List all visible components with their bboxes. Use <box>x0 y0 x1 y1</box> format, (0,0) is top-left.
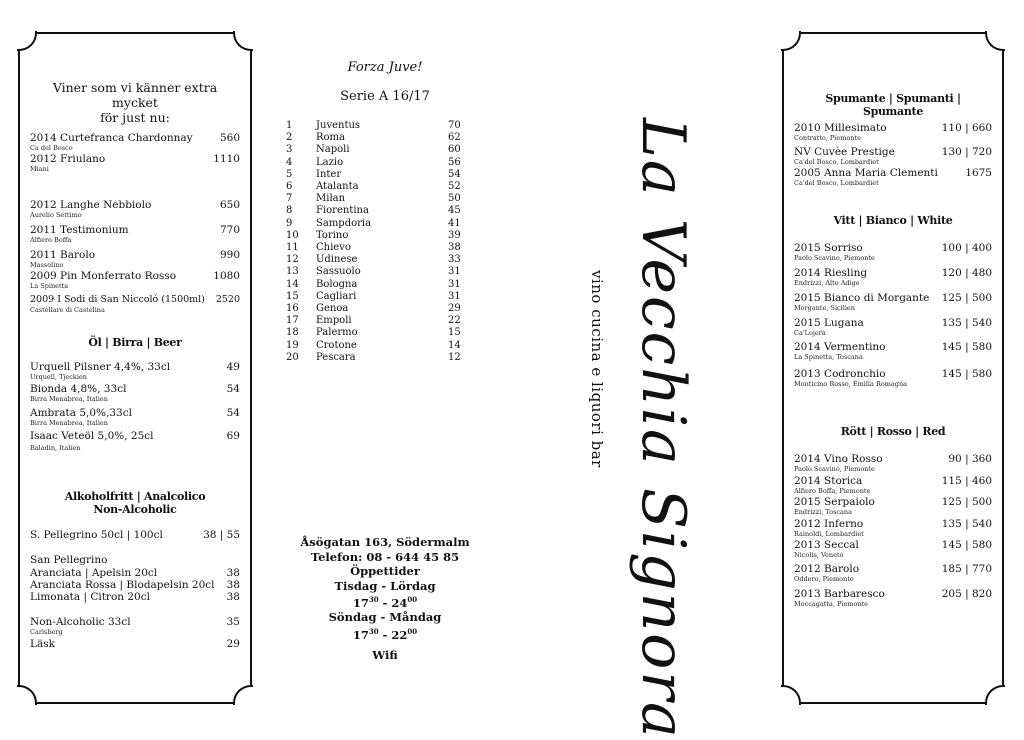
standings-pos: 2 <box>286 132 293 144</box>
wine-item: 2012 Inferno 135 | 540 Rainoldi, Lombardiet <box>794 518 992 538</box>
standings-team: Juventus <box>316 120 361 131</box>
wine-item: 2014 Curtefranca Chardonnay 560 Ca del Bosco <box>30 132 240 152</box>
standings-team: Palermo <box>316 327 358 339</box>
standings-row <box>286 193 461 205</box>
standings-pos: 6 <box>286 181 293 193</box>
standings-pts: 33 <box>448 254 461 266</box>
drink-item: Aranciata | Apelsin 20cl 38 <box>30 567 240 579</box>
serie-heading: Serie A 16/17 <box>340 89 430 104</box>
beer-item: Isaac Veteöl 5,0%, 25cl 69 Baladin, Italien <box>30 430 240 452</box>
standings-table <box>286 120 461 364</box>
standings-row <box>286 254 461 266</box>
standings-row <box>286 303 461 315</box>
standings-row <box>286 205 461 217</box>
standings-pts: 14 <box>448 339 461 351</box>
hours-title: Öppettider <box>350 564 420 578</box>
standings-team: Napoli <box>316 144 350 156</box>
right-menu-panel <box>782 32 1004 704</box>
standings-team: Lazio <box>316 156 344 168</box>
standings-team: Genoa <box>316 303 349 315</box>
standings-pts: 12 <box>448 351 461 363</box>
wine-item: 2014 Riesling 120 | 480 Endrizzi, Alto Adige <box>794 267 992 287</box>
wine-item: 2014 Storica 115 | 460 Alfiero Boffa, Piemonte <box>794 475 992 495</box>
standings-row <box>286 157 461 169</box>
standings-pts: 38 <box>448 242 461 254</box>
standings-pos: 8 <box>286 205 293 217</box>
standings-row <box>286 242 461 254</box>
standings-pts: 60 <box>448 144 461 156</box>
wine-item: 2015 Serpaiolo 125 | 500 Endrizzi, Toscana <box>794 496 992 516</box>
drink-item: San Pellegrino <box>30 554 108 566</box>
wine-item: 2009 I Sodi di San Niccoló (1500ml) 2520 Castellare di Castelina <box>30 294 240 314</box>
standings-pts: 54 <box>448 168 461 180</box>
standings-row <box>286 266 461 278</box>
standings-pos: 12 <box>286 254 299 266</box>
wine-item: 2014 Vino Rosso 90 | 360 Paolo Scavino, Piemonte <box>794 453 992 473</box>
wine-item: 2013 Barbaresco 205 | 820 Moccagatta, Piemonte <box>794 588 992 608</box>
standings-pos: 20 <box>286 351 299 363</box>
standings-pts: 41 <box>448 217 461 229</box>
standings-pos: 5 <box>286 168 293 180</box>
non-alcoholic-section-title: Alkoholfritt | Analcolico Non-Alcoholic <box>64 490 206 516</box>
standings-pts: 52 <box>448 181 461 193</box>
standings-pts: 56 <box>448 156 461 168</box>
forza-heading: Forza Juve! <box>347 60 423 75</box>
standings-pts: 45 <box>448 205 461 217</box>
wine-item: 2012 Barolo 185 | 770 Oddero, Piemonte <box>794 563 992 583</box>
standings-row <box>286 169 461 181</box>
wine-item: 2015 Lugana 135 | 540 Ca'Lojera <box>794 317 992 337</box>
beer-item: Ambrata 5,0%,33cl 54 Birra Menabrea, Italien <box>30 407 240 427</box>
standings-pos: 18 <box>286 327 299 339</box>
standings-row <box>286 279 461 291</box>
standings-row <box>286 327 461 339</box>
standings-pos: 7 <box>286 193 293 205</box>
standings-row <box>286 315 461 327</box>
days-sun-mon: Söndag - Måndag <box>328 610 442 625</box>
wifi-label: Wifi <box>372 648 398 663</box>
standings-pos: 13 <box>286 266 299 278</box>
standings-team: Milan <box>316 193 346 205</box>
standings-team: Udinese <box>316 254 358 266</box>
drink-item: Limonata | Citron 20cl 38 <box>30 591 240 603</box>
brand-logo: La Vecchia Signora <box>628 118 698 740</box>
standings-pts: 31 <box>448 266 461 278</box>
standings-pos: 19 <box>286 339 299 351</box>
wine-item: 2005 Anna Maria Clementi 1675 Ca'del Bosco, Lombardiet <box>794 167 992 187</box>
standings-team: Chievo <box>316 242 351 254</box>
hours-tue-sat: $17^{30} - 24^{00}$ <box>352 595 418 610</box>
standings-row <box>286 181 461 193</box>
favorites-title: Viner som vi känner extra mycket för just nu: <box>52 80 218 125</box>
standings-pts: 22 <box>448 315 461 327</box>
standings-team: Sassuolo <box>316 266 361 278</box>
standings-team: Torino <box>316 229 349 241</box>
wine-item: NV Cuvèe Prestige 130 | 720 Ca'del Bosco, Lombardiet <box>794 146 992 166</box>
wine-item: 2015 Bianco di Morgante 125 | 500 Morgante, Sicilien <box>794 292 992 312</box>
red-section-title: Rött | Rosso | Red <box>840 425 946 438</box>
standings-pts: 29 <box>448 303 461 315</box>
wine-item: 2013 Seccal 145 | 580 Nicolis, Veneto <box>794 539 992 559</box>
white-section-title: Vitt | Bianco | White <box>833 214 953 227</box>
standings-team: Pescara <box>316 351 356 363</box>
standings-team: Empoli <box>316 315 352 327</box>
standings-pos: 17 <box>286 315 299 327</box>
address: Åsögatan 163, Södermalm <box>300 535 470 549</box>
standings-row <box>286 291 461 303</box>
standings-team: Sampdoria <box>316 217 372 229</box>
days-tue-sat: Tisdag - Lördag <box>334 578 436 593</box>
standings-pts: 15 <box>448 327 461 339</box>
spumante-section-title: Spumante | Spumanti | Spumante <box>825 92 961 118</box>
hours-sun-mon: $17^{30} - 22^{00}$ <box>352 626 418 642</box>
wine-item: 2015 Sorriso 100 | 400 Paolo Scavino, Piemonte <box>794 242 992 262</box>
left-menu-panel <box>18 32 252 704</box>
standings-panel <box>270 60 500 364</box>
standings-team: Fiorentina <box>316 205 369 217</box>
standings-pos: 14 <box>286 278 299 290</box>
standings-row <box>286 144 461 156</box>
standings-team: Bologna <box>316 278 358 290</box>
standings-team: Inter <box>316 168 342 180</box>
wine-item: 2011 Testimonium 770 Alfiero Boffa <box>30 224 240 244</box>
phone: Telefon: 08 - 644 45 85 <box>310 549 460 564</box>
wine-item: 2013 Codronchio 145 | 580 Monticino Rosso, Emilia Romagna <box>794 368 992 388</box>
standings-row <box>286 352 461 364</box>
standings-pos: 15 <box>286 290 299 302</box>
standings-pts: 39 <box>448 229 461 241</box>
standings-row <box>286 132 461 144</box>
tagline: vino cucina e liquori bar <box>588 270 606 468</box>
standings-pts: 50 <box>448 193 461 205</box>
standings-row <box>286 120 461 132</box>
standings-pos: 9 <box>286 217 293 229</box>
standings-team: Crotone <box>316 339 357 351</box>
wine-item: 2014 Vermentino 145 | 580 La Spinetta, Toscana <box>794 341 992 361</box>
beer-item: Urquell Pilsner 4,4%, 33cl 49 Urquell, Tjeckien <box>30 361 240 381</box>
drink-item: Non-Alcoholic 33cl 35 Carlsberg <box>30 616 240 636</box>
drink-item: Aranciata Rossa | Blodapelsin 20cl 38 <box>30 579 240 591</box>
beer-item: Bionda 4,8%, 33cl 54 Birra Menabrea, Italien <box>30 383 240 403</box>
standings-pos: 3 <box>286 144 293 156</box>
standings-row <box>286 230 461 242</box>
standings-pos: 1 <box>286 120 293 131</box>
standings-pos: 16 <box>286 303 299 315</box>
standings-pts: 62 <box>448 132 461 144</box>
standings-pts: 31 <box>448 278 461 290</box>
contact-block <box>270 535 500 663</box>
standings-row <box>286 218 461 230</box>
standings-team: Atalanta <box>316 181 359 193</box>
wine-item: 2009 Pin Monferrato Rosso 1080 La Spinetta <box>30 270 240 290</box>
drink-item: S. Pellegrino 50cl | 100cl 38 | 55 <box>30 529 240 541</box>
standings-pos: 4 <box>286 156 293 168</box>
standings-pos: 11 <box>286 242 299 254</box>
drink-item: Läsk 29 <box>30 638 240 650</box>
standings-team: Cagliari <box>316 290 357 302</box>
wine-item: 2012 Friulano 1110 Miani <box>30 153 240 173</box>
standings-pts: 31 <box>448 290 461 302</box>
wine-item: 2010 Millesimato 110 | 660 Contratto, Piemonte <box>794 122 992 142</box>
beer-section-title: Öl | Birra | Beer <box>88 336 182 349</box>
standings-team: Roma <box>316 132 345 144</box>
wine-item: 2011 Barolo 990 Massolino <box>30 249 240 269</box>
wine-item: 2012 Langhe Nebbiolo 650 Aurelio Settimo <box>30 199 240 219</box>
standings-row <box>286 340 461 352</box>
standings-pts: 70 <box>448 120 461 131</box>
standings-pos: 10 <box>286 229 299 241</box>
